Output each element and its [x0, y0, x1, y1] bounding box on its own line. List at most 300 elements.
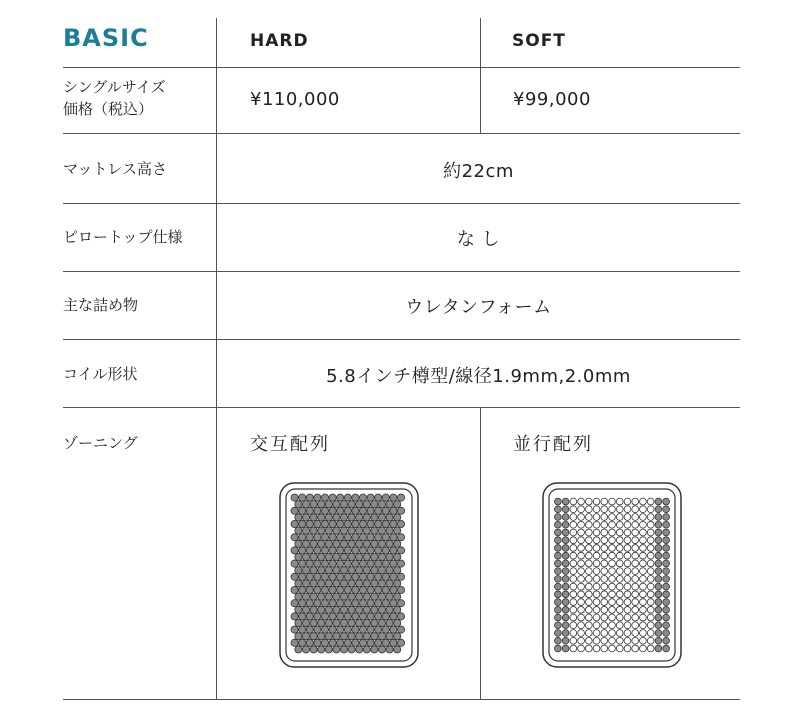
coil	[609, 637, 616, 644]
coil	[394, 527, 401, 534]
coil	[647, 506, 654, 513]
coil	[329, 586, 336, 593]
coil	[632, 637, 639, 644]
coil	[609, 545, 616, 552]
coil	[378, 501, 385, 508]
coil	[390, 520, 397, 527]
coil	[386, 553, 393, 560]
coil	[663, 591, 670, 598]
coil	[616, 583, 623, 590]
coil	[310, 514, 317, 521]
zoning-hard-label: 交互配列	[250, 434, 330, 455]
coil	[555, 599, 562, 606]
coil	[375, 626, 382, 633]
coil	[348, 633, 355, 640]
coil	[329, 534, 336, 541]
coil	[321, 626, 328, 633]
coil	[394, 619, 401, 626]
coil	[570, 630, 577, 637]
coil	[647, 521, 654, 528]
coil	[647, 599, 654, 606]
coil	[632, 645, 639, 652]
coil	[624, 560, 631, 567]
coil	[321, 494, 328, 501]
coil	[310, 501, 317, 508]
coil	[333, 646, 340, 653]
coil	[340, 501, 347, 508]
coil	[363, 553, 370, 560]
coil	[647, 514, 654, 521]
coil	[640, 645, 647, 652]
coil	[329, 626, 336, 633]
coil	[609, 606, 616, 613]
column-header-soft: SOFT	[512, 31, 566, 51]
coil	[378, 527, 385, 534]
coil	[578, 645, 585, 652]
coil	[570, 521, 577, 528]
coil	[325, 619, 332, 626]
coil	[378, 514, 385, 521]
coil	[570, 591, 577, 598]
coil	[295, 553, 302, 560]
coil	[371, 501, 378, 508]
coil	[616, 606, 623, 613]
coil	[329, 507, 336, 514]
coil	[640, 622, 647, 629]
coil	[555, 560, 562, 567]
coil	[359, 494, 366, 501]
coil	[647, 560, 654, 567]
coil	[340, 633, 347, 640]
coil	[363, 633, 370, 640]
coil	[663, 576, 670, 583]
coil	[310, 619, 317, 626]
coil	[555, 545, 562, 552]
row-label-filling: 主な詰め物	[63, 296, 139, 314]
coil	[333, 593, 340, 600]
coil	[601, 529, 608, 536]
row-divider	[63, 133, 740, 134]
coil	[562, 560, 569, 567]
coil	[632, 591, 639, 598]
coil	[616, 521, 623, 528]
coil	[570, 622, 577, 629]
coil	[363, 619, 370, 626]
row-label-coil: コイル形状	[63, 365, 138, 383]
coil	[325, 606, 332, 613]
coil	[363, 606, 370, 613]
coil	[624, 537, 631, 544]
coil	[570, 529, 577, 536]
coil	[295, 501, 302, 508]
coil	[375, 573, 382, 580]
coil	[585, 560, 592, 567]
coil	[555, 521, 562, 528]
coil	[647, 568, 654, 575]
coil	[578, 514, 585, 521]
coil	[585, 576, 592, 583]
coil	[593, 599, 600, 606]
coil	[616, 514, 623, 521]
coil	[663, 637, 670, 644]
coil	[578, 545, 585, 552]
coil	[585, 622, 592, 629]
coil	[337, 520, 344, 527]
coil	[318, 593, 325, 600]
coil	[609, 506, 616, 513]
coil	[356, 633, 363, 640]
coil	[306, 560, 313, 567]
coil	[390, 507, 397, 514]
coil	[632, 614, 639, 621]
coil	[333, 606, 340, 613]
coil	[386, 619, 393, 626]
row-label-price-line1: シングルサイズ	[63, 78, 166, 96]
coil	[310, 527, 317, 534]
coil	[562, 545, 569, 552]
coil	[640, 506, 647, 513]
coil	[624, 521, 631, 528]
coil	[609, 576, 616, 583]
coil	[382, 586, 389, 593]
coil	[363, 580, 370, 587]
coil	[609, 630, 616, 637]
coil	[609, 498, 616, 505]
coil	[397, 547, 404, 554]
coil-value: 5.8インチ樽型/線径1.9mm,2.0mm	[326, 366, 631, 387]
coil	[329, 494, 336, 501]
brand-title: BASIC	[63, 24, 149, 52]
coil	[299, 507, 306, 514]
coil	[593, 560, 600, 567]
coil	[314, 626, 321, 633]
coil	[291, 573, 298, 580]
coil	[655, 529, 662, 536]
coil	[314, 613, 321, 620]
coil	[344, 639, 351, 646]
coil	[371, 619, 378, 626]
coil	[585, 568, 592, 575]
coil	[624, 614, 631, 621]
coil	[616, 537, 623, 544]
coil	[306, 520, 313, 527]
coil	[555, 537, 562, 544]
coil	[378, 567, 385, 574]
coil	[655, 514, 662, 521]
coil	[624, 552, 631, 559]
coil	[299, 573, 306, 580]
coil	[333, 619, 340, 626]
coil	[329, 560, 336, 567]
coil	[562, 514, 569, 521]
coil	[340, 514, 347, 521]
coil	[390, 573, 397, 580]
coil	[609, 645, 616, 652]
coil	[352, 626, 359, 633]
coil	[609, 560, 616, 567]
coil	[378, 580, 385, 587]
coil	[325, 567, 332, 574]
coil	[348, 580, 355, 587]
coil	[325, 593, 332, 600]
coil	[632, 552, 639, 559]
coil	[367, 507, 374, 514]
coil	[306, 507, 313, 514]
coil	[647, 552, 654, 559]
coil	[601, 583, 608, 590]
coil	[570, 614, 577, 621]
coil	[371, 514, 378, 521]
coil	[302, 540, 309, 547]
coil	[306, 494, 313, 501]
coil	[363, 527, 370, 534]
coil	[386, 633, 393, 640]
coil	[570, 552, 577, 559]
coil	[570, 498, 577, 505]
coil	[295, 540, 302, 547]
coil	[356, 514, 363, 521]
coil	[333, 553, 340, 560]
coil	[337, 494, 344, 501]
coil	[386, 593, 393, 600]
coil	[624, 498, 631, 505]
coil	[663, 537, 670, 544]
coil	[367, 534, 374, 541]
coil	[310, 540, 317, 547]
coil	[570, 606, 577, 613]
coil	[348, 540, 355, 547]
coil	[585, 606, 592, 613]
coil	[593, 630, 600, 637]
coil	[348, 527, 355, 534]
coil	[394, 593, 401, 600]
coil	[375, 494, 382, 501]
coil	[397, 600, 404, 607]
row-divider	[63, 339, 740, 340]
coil	[337, 626, 344, 633]
coil	[609, 591, 616, 598]
coil	[640, 545, 647, 552]
coil	[647, 630, 654, 637]
coil	[375, 547, 382, 554]
coil	[616, 560, 623, 567]
coil	[378, 619, 385, 626]
coil	[344, 547, 351, 554]
coil	[585, 498, 592, 505]
coil	[624, 576, 631, 583]
coil	[386, 567, 393, 574]
coil	[632, 606, 639, 613]
coil	[314, 573, 321, 580]
coil	[306, 573, 313, 580]
coil	[363, 514, 370, 521]
coil	[314, 494, 321, 501]
coil	[340, 606, 347, 613]
coil	[663, 568, 670, 575]
coil	[640, 576, 647, 583]
coil	[371, 606, 378, 613]
coil	[340, 619, 347, 626]
coil	[555, 498, 562, 505]
coil	[299, 586, 306, 593]
coil	[299, 520, 306, 527]
coil	[624, 591, 631, 598]
coil	[397, 613, 404, 620]
coil	[601, 606, 608, 613]
coil	[390, 547, 397, 554]
coil	[632, 622, 639, 629]
coil	[302, 593, 309, 600]
coil	[359, 560, 366, 567]
coil	[593, 606, 600, 613]
coil	[640, 637, 647, 644]
coil	[378, 633, 385, 640]
coil	[655, 645, 662, 652]
coil	[578, 591, 585, 598]
row-label-zoning: ゾーニング	[63, 434, 138, 452]
coil	[302, 567, 309, 574]
coil	[632, 576, 639, 583]
coil	[593, 576, 600, 583]
coil	[337, 507, 344, 514]
coil	[302, 606, 309, 613]
price-soft: ¥99,000	[513, 89, 591, 110]
coil	[609, 537, 616, 544]
coil	[329, 600, 336, 607]
coil	[601, 576, 608, 583]
coil	[329, 613, 336, 620]
coil	[555, 591, 562, 598]
coil	[348, 567, 355, 574]
coil	[663, 645, 670, 652]
coil	[663, 545, 670, 552]
coil	[562, 537, 569, 544]
coil	[555, 645, 562, 652]
coil	[397, 534, 404, 541]
coil	[394, 540, 401, 547]
mattress-diagram-hard	[279, 482, 419, 668]
coil	[291, 547, 298, 554]
coil	[632, 545, 639, 552]
coil	[601, 622, 608, 629]
coil	[314, 586, 321, 593]
coil	[609, 568, 616, 575]
coil	[333, 527, 340, 534]
coil	[640, 606, 647, 613]
coil	[632, 498, 639, 505]
coil	[663, 498, 670, 505]
coil	[356, 567, 363, 574]
coil	[394, 580, 401, 587]
coil	[329, 547, 336, 554]
coil	[640, 560, 647, 567]
coil	[578, 568, 585, 575]
coil	[562, 506, 569, 513]
coil	[295, 593, 302, 600]
coil	[632, 568, 639, 575]
coil	[371, 540, 378, 547]
coil	[325, 553, 332, 560]
coil	[318, 606, 325, 613]
coil	[632, 630, 639, 637]
coil	[655, 622, 662, 629]
coil	[570, 506, 577, 513]
coil	[359, 573, 366, 580]
coil	[570, 560, 577, 567]
coil	[363, 567, 370, 574]
coil	[397, 573, 404, 580]
coil	[593, 622, 600, 629]
coil	[624, 606, 631, 613]
coil	[291, 613, 298, 620]
coil	[359, 626, 366, 633]
coil	[306, 586, 313, 593]
coil	[356, 553, 363, 560]
coil	[299, 613, 306, 620]
coil	[647, 537, 654, 544]
coil	[616, 622, 623, 629]
column-divider	[216, 18, 217, 700]
coil	[593, 529, 600, 536]
coil	[647, 583, 654, 590]
coil	[397, 507, 404, 514]
coil	[386, 646, 393, 653]
coil	[655, 606, 662, 613]
coil	[647, 529, 654, 536]
coil	[593, 637, 600, 644]
coil	[352, 494, 359, 501]
coil	[318, 619, 325, 626]
coil	[348, 553, 355, 560]
coil	[382, 600, 389, 607]
coil	[367, 573, 374, 580]
coil	[601, 560, 608, 567]
coil	[585, 545, 592, 552]
coil	[647, 545, 654, 552]
coil	[356, 501, 363, 508]
coil	[302, 633, 309, 640]
coil	[640, 529, 647, 536]
coil	[382, 626, 389, 633]
coil	[306, 600, 313, 607]
coil	[397, 520, 404, 527]
coil	[390, 534, 397, 541]
coil	[386, 514, 393, 521]
coil	[601, 599, 608, 606]
coil	[578, 498, 585, 505]
coil	[655, 591, 662, 598]
coil	[352, 586, 359, 593]
coil	[310, 593, 317, 600]
coil	[371, 633, 378, 640]
mattress-diagram-soft	[542, 482, 682, 668]
coil	[299, 494, 306, 501]
coil	[310, 633, 317, 640]
coil	[299, 547, 306, 554]
coil	[295, 633, 302, 640]
coil	[555, 630, 562, 637]
coil	[640, 630, 647, 637]
coil	[655, 545, 662, 552]
coil	[378, 606, 385, 613]
coil	[562, 606, 569, 613]
coil	[344, 600, 351, 607]
coil	[359, 586, 366, 593]
column-divider	[480, 407, 481, 700]
coil	[371, 593, 378, 600]
coil	[356, 606, 363, 613]
coil	[333, 514, 340, 521]
